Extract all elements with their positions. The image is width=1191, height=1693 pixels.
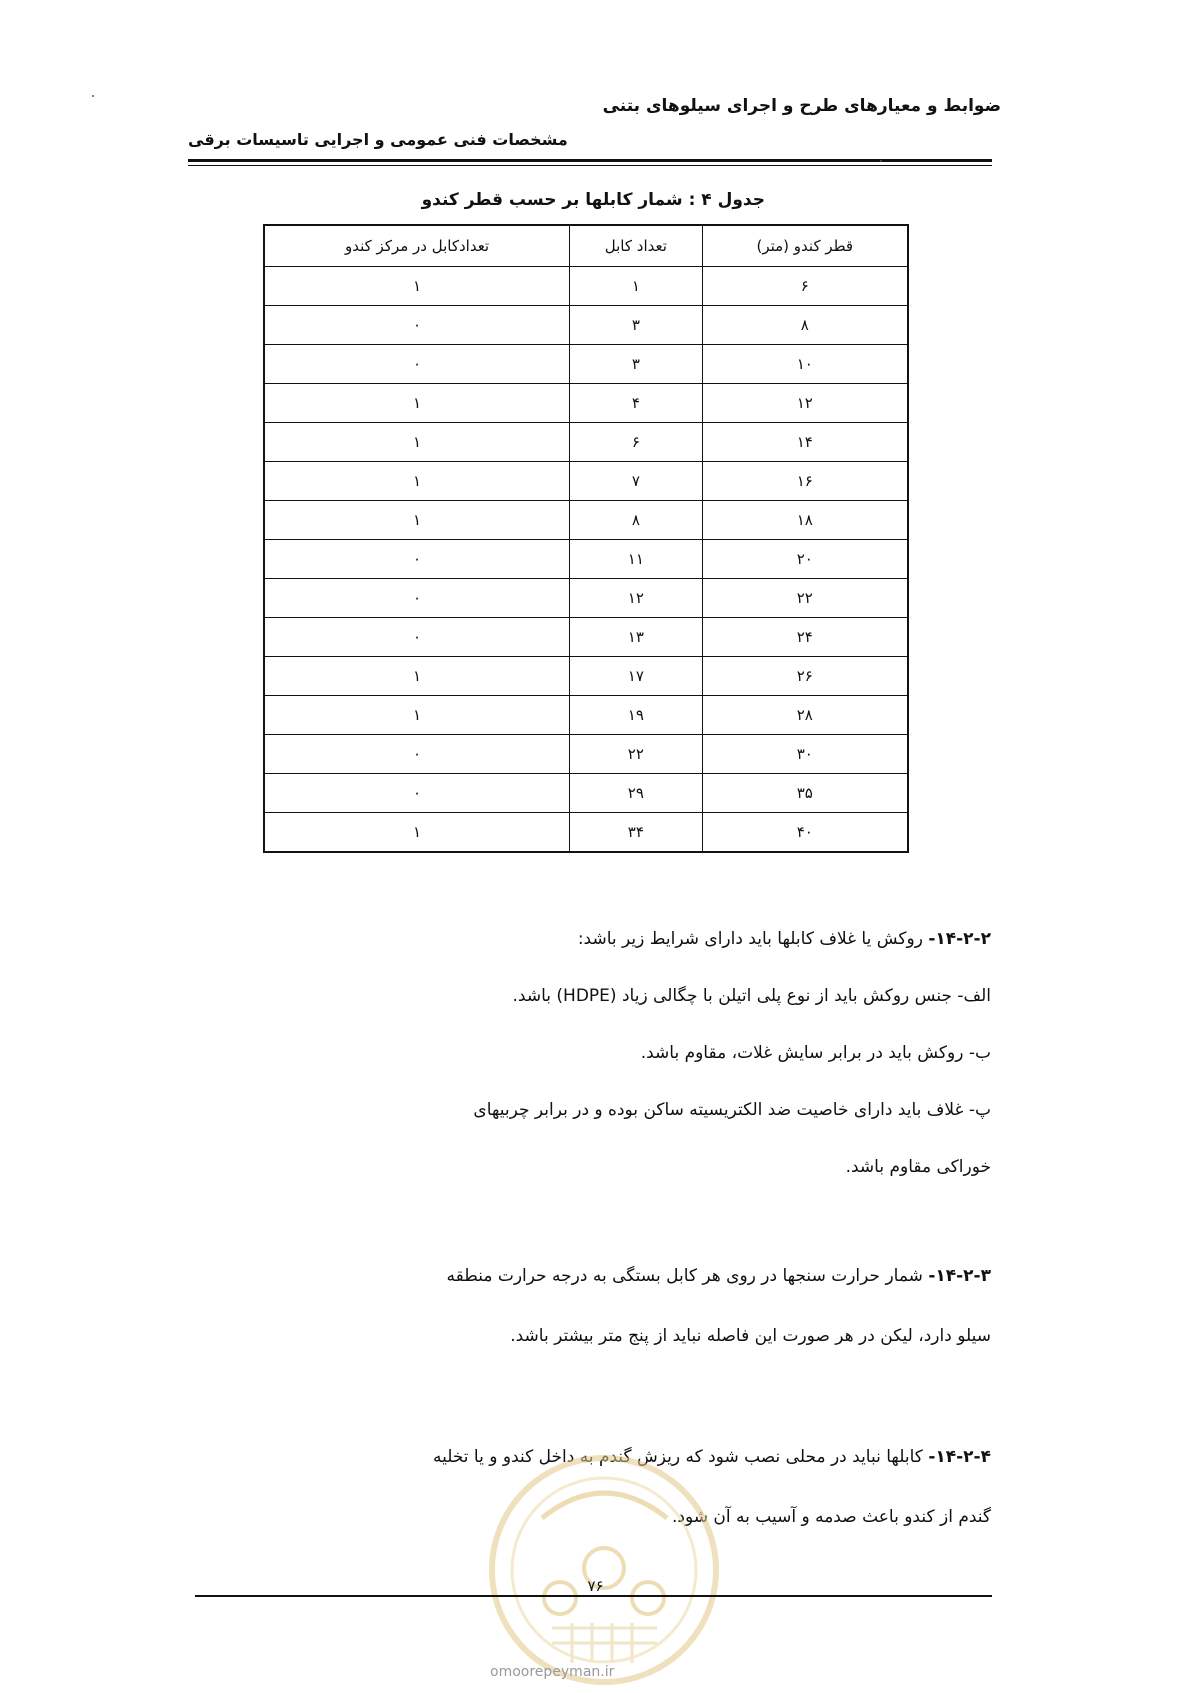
cell-diameter: ۱۲ [702,384,908,423]
footer-rule [195,1595,992,1597]
table-row [264,423,908,462]
cell-center-count: ۰ [264,306,570,345]
section-number: ۱۴-۲-۲- [928,929,991,949]
section-text: روکش یا غلاف کابلها باید دارای شرایط زیر باشد: [577,929,923,949]
cell-center-count: ۱ [264,696,570,735]
cell-center-count: ۱ [264,384,570,423]
section-line: خوراکی مقاوم باشد. [845,1157,991,1177]
cell-diameter: ۱۶ [702,462,908,501]
table-row [264,813,908,853]
cell-cable-count: ۴ [570,384,703,423]
table-row [264,657,908,696]
cell-center-count: ۰ [264,345,570,384]
cell-diameter: ۲۸ [702,696,908,735]
cell-cable-count: ۱ [570,267,703,306]
column-header-diameter: قطر کندو (متر) [702,225,908,267]
cell-diameter: ۳۰ [702,735,908,774]
cell-center-count: ۱ [264,657,570,696]
cell-cable-count: ۷ [570,462,703,501]
cell-cable-count: ۳ [570,306,703,345]
table-row [264,735,908,774]
cell-cable-count: ۶ [570,423,703,462]
table-row [264,540,908,579]
publisher-seal-icon [482,1448,727,1693]
section-line: سیلو دارد، لیکن در هر صورت این فاصله نباید از پنج متر بیشتر باشد. [510,1326,991,1346]
cell-cable-count: ۲۲ [570,735,703,774]
cell-cable-count: ۱۲ [570,579,703,618]
section-line: الف- جنس روکش باید از نوع پلی اتیلن با چگالی زیاد (HDPE) باشد. [512,986,991,1006]
section-14-2-3 [196,1262,991,1382]
table-row [264,306,908,345]
page-number: ۷۶ [587,1577,604,1595]
cell-diameter: ۴۰ [702,813,908,853]
cell-diameter: ۶ [702,267,908,306]
cell-diameter: ۱۸ [702,501,908,540]
table-row [264,774,908,813]
table-row [264,345,908,384]
cell-cable-count: ۱۳ [570,618,703,657]
section-14-2-2 [196,925,991,1210]
table-row [264,579,908,618]
cell-center-count: ۰ [264,774,570,813]
section-line: پ- غلاف باید دارای خاصیت ضد الکتریسیته ساکن بوده و در برابر چربیهای [473,1100,991,1120]
cell-cable-count: ۲۹ [570,774,703,813]
cell-cable-count: ۱۷ [570,657,703,696]
cell-cable-count: ۱۱ [570,540,703,579]
cell-cable-count: ۳ [570,345,703,384]
table-row [264,384,908,423]
margin-speck [92,95,94,97]
cable-count-table [263,224,909,853]
cell-diameter: ۲۰ [702,540,908,579]
table-caption: جدول ۴ : شمار کابلها بر حسب قطر کندو [421,190,765,210]
header-rule-thick [188,159,992,162]
table-row [264,462,908,501]
margin-speck [880,160,882,162]
section-line [196,925,991,982]
cell-diameter: ۲۲ [702,579,908,618]
cell-diameter: ۱۴ [702,423,908,462]
table-row [264,696,908,735]
cell-diameter: ۸ [702,306,908,345]
header-title: ضوابط و معیارهای طرح و اجرای سیلوهای بتنی [602,96,1001,116]
section-text: شمار حرارت سنجها در روی هر کابل بستگی به درجه حرارت منطقه [446,1266,923,1286]
table-header-row [264,225,908,267]
section-line: ب- روکش باید در برابر سایش غلات، مقاوم باشد. [640,1043,991,1063]
section-text: کابلها نباید در محلی نصب شود که ریزش گندم به داخل کندو و یا تخلیه [432,1447,923,1467]
cell-center-count: ۱ [264,813,570,853]
cell-center-count: ۱ [264,267,570,306]
cell-center-count: ۱ [264,423,570,462]
column-header-cable-count: تعداد کابل [570,225,703,267]
cell-center-count: ۰ [264,579,570,618]
section-number: ۱۴-۲-۴- [928,1447,991,1467]
section-line: گندم از کندو باعث صدمه و آسیب به آن شود. [672,1507,991,1527]
cell-diameter: ۲۶ [702,657,908,696]
cell-cable-count: ۱۹ [570,696,703,735]
watermark-url: omoorepeyman.ir [490,1664,615,1680]
cell-cable-count: ۳۴ [570,813,703,853]
header-subtitle: مشخصات فنی عمومی و اجرایی تاسیسات برقی [188,130,568,149]
cell-cable-count: ۸ [570,501,703,540]
cell-center-count: ۱ [264,462,570,501]
cell-center-count: ۰ [264,618,570,657]
cell-diameter: ۲۴ [702,618,908,657]
cell-center-count: ۰ [264,540,570,579]
header-rule-thin [188,165,992,166]
table-row [264,618,908,657]
cell-center-count: ۱ [264,501,570,540]
column-header-center-cable-count: تعدادکابل در مرکز کندو [264,225,570,267]
cell-diameter: ۱۰ [702,345,908,384]
section-number: ۱۴-۲-۳- [928,1266,991,1286]
cell-center-count: ۰ [264,735,570,774]
section-line [196,1262,991,1322]
cell-diameter: ۳۵ [702,774,908,813]
table-row [264,267,908,306]
table-row [264,501,908,540]
